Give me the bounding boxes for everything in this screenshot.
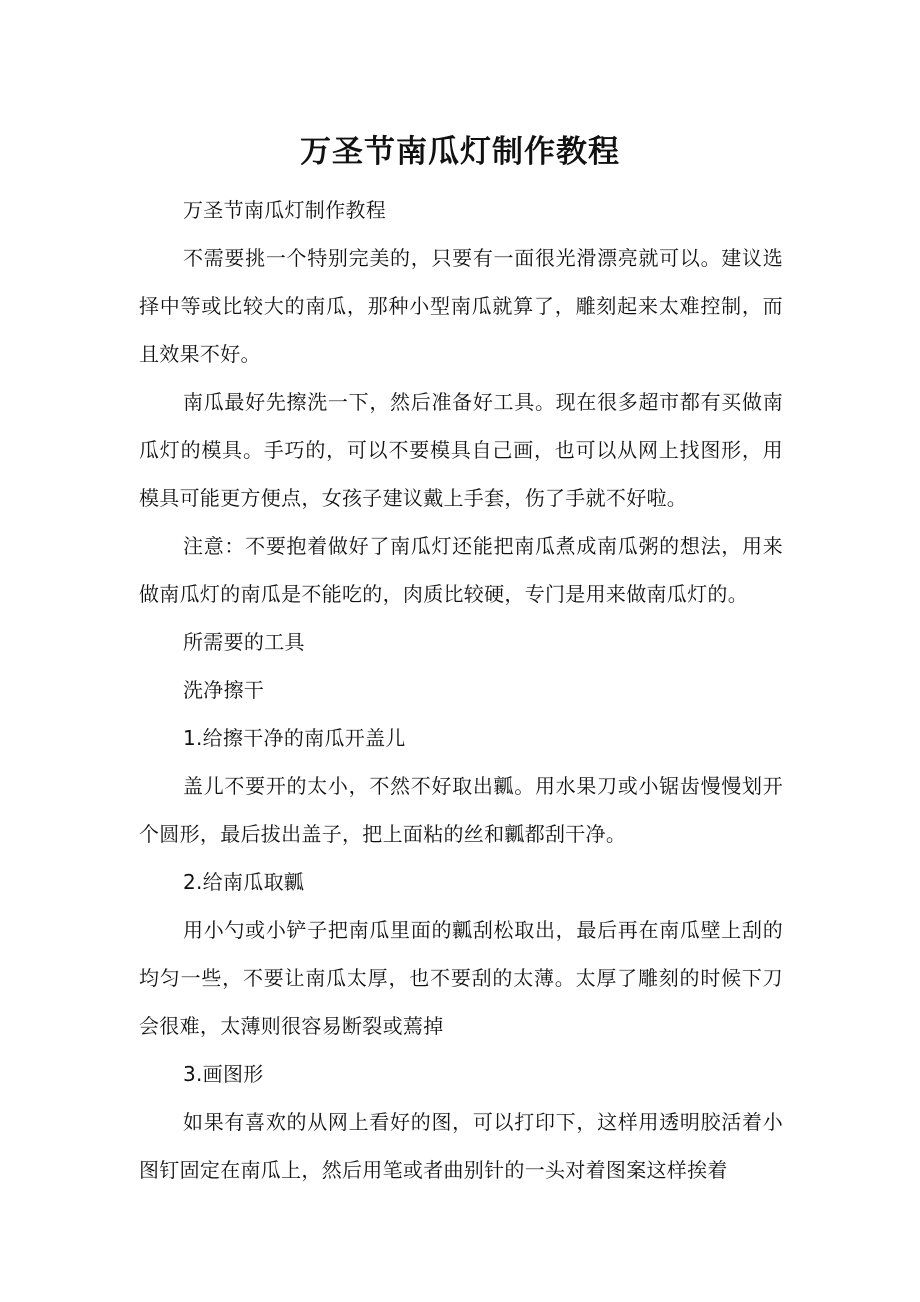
document-body bbox=[139, 186, 783, 1194]
paragraph-subtitle: 万圣节南瓜灯制作教程 bbox=[183, 198, 386, 222]
paragraph: 如果有喜欢的从网上看好的图，可以打印下，这样用透明胶活着小图钉固定在南瓜上，然后用笔或者曲别针的一头对着图案这样挨着 bbox=[139, 1110, 783, 1182]
document-title: 万圣节南瓜灯制作教程 bbox=[300, 134, 620, 170]
paragraph: 不需要挑一个特别完美的，只要有一面很光滑漂亮就可以。建议选择中等或比较大的南瓜，那种小型南瓜就算了，雕刻起来太难控制，而且效果不好。 bbox=[139, 246, 783, 366]
step-heading: 1.给擦干净的南瓜开盖儿 bbox=[183, 726, 406, 750]
step-heading: 2.给南瓜取瓤 bbox=[183, 870, 305, 894]
step-heading: 3.画图形 bbox=[183, 1062, 264, 1086]
paragraph: 注意：不要抱着做好了南瓜灯还能把南瓜煮成南瓜粥的想法，用来做南瓜灯的南瓜是不能吃的，肉质比较硬，专门是用来做南瓜灯的。 bbox=[139, 534, 783, 606]
section-heading: 洗净擦干 bbox=[183, 678, 265, 702]
paragraph: 盖儿不要开的太小，不然不好取出瓤。用水果刀或小锯齿慢慢划开个圆形，最后拔出盖子，把上面粘的丝和瓤都刮干净。 bbox=[139, 774, 783, 846]
paragraph: 用小勺或小铲子把南瓜里面的瓤刮松取出，最后再在南瓜壁上刮的均匀一些，不要让南瓜太厚，也不要刮的太薄。太厚了雕刻的时候下刀会很难，太薄则很容易断裂或蔫掉 bbox=[139, 918, 783, 1038]
paragraph: 南瓜最好先擦洗一下，然后准备好工具。现在很多超市都有买做南瓜灯的模具。手巧的，可以不要模具自己画，也可以从网上找图形，用模具可能更方便点，女孩子建议戴上手套，伤了手就不好啦。 bbox=[139, 390, 783, 510]
section-heading: 所需要的工具 bbox=[183, 630, 305, 654]
